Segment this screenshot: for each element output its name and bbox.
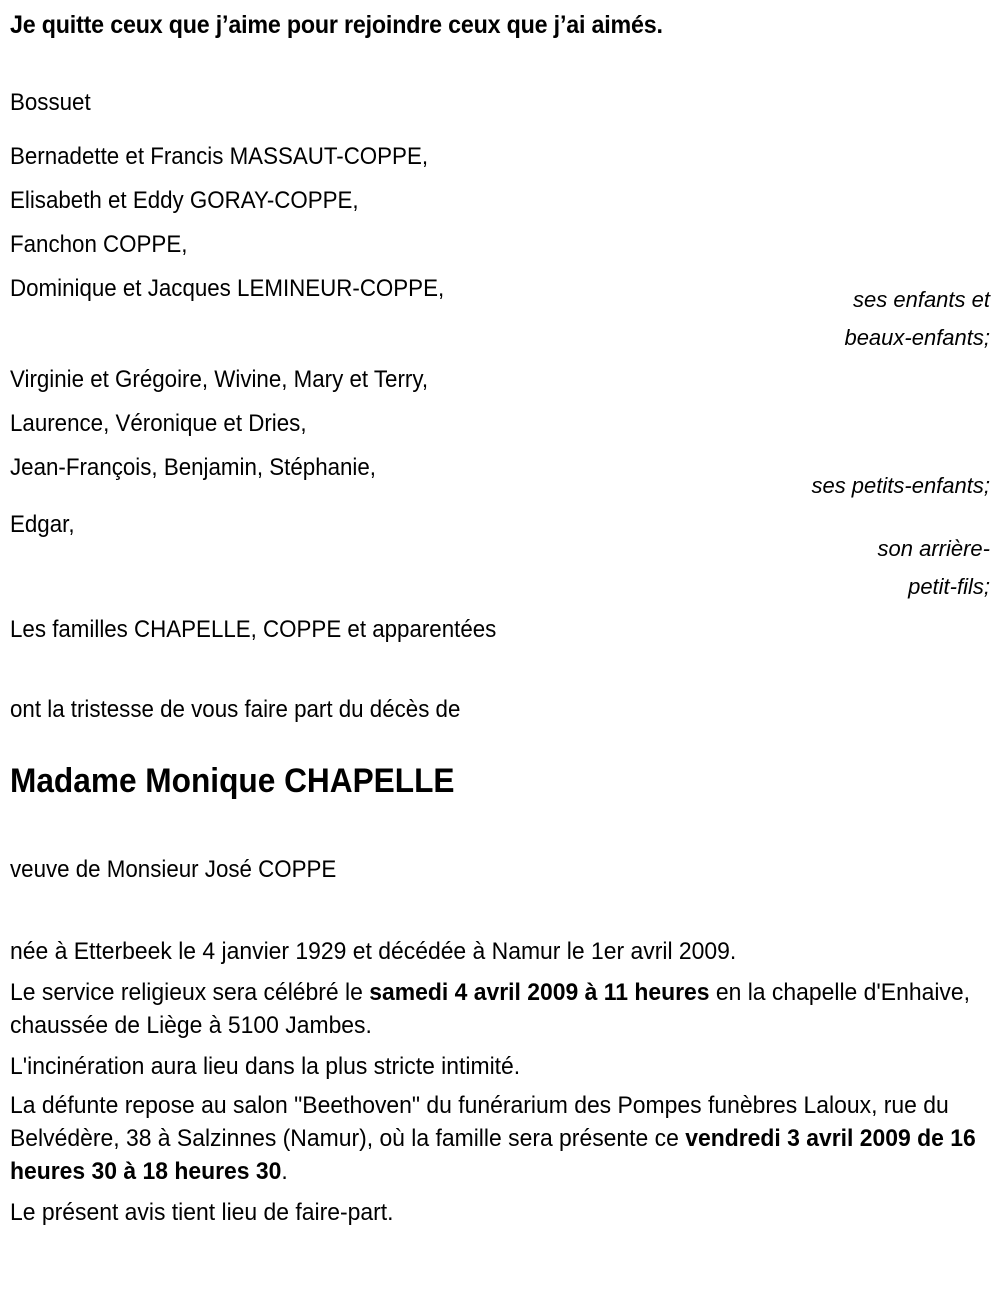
repose-text-before: La défunte repose au salon "Beethoven" du funérarium des Pompes funèbres Laloux, rue du Belvédère, 38 à Salzinnes (Namur), où la famille sera présente ce bbox=[10, 1092, 949, 1152]
grandchildren-annotation bbox=[570, 467, 990, 505]
closing-paragraph: Le présent avis tient lieu de faire-part. bbox=[10, 1199, 394, 1226]
list-item: Jean-François, Benjamin, Stéphanie, bbox=[10, 454, 377, 481]
list-item: Les familles CHAPELLE, COPPE et apparentées bbox=[10, 616, 497, 643]
deceased-name: Madame Monique CHAPELLE bbox=[10, 762, 455, 800]
list-item: Dominique et Jacques LEMINEUR-COPPE, bbox=[10, 275, 445, 302]
cremation-paragraph: L'incinération aura lieu dans la plus stricte intimité. bbox=[10, 1053, 521, 1080]
service-text-after: en la chapelle d'Enhaive, chaussée de Liège à 5100 Jambes. bbox=[10, 979, 970, 1039]
repose-text-after: . bbox=[281, 1158, 288, 1185]
children-annotation bbox=[570, 281, 990, 357]
announcement-intro-text: ont la tristesse de vous faire part du décès de bbox=[10, 696, 461, 723]
grandchildren-list bbox=[10, 358, 459, 490]
list-item: Bernadette et Francis MASSAUT-COPPE, bbox=[10, 143, 429, 170]
list-item: Virginie et Grégoire, Wivine, Mary et Terry, bbox=[10, 366, 429, 393]
service-paragraph bbox=[10, 976, 992, 1042]
annotation-line: beaux-enfants; bbox=[844, 325, 990, 350]
service-datetime: samedi 4 avril 2009 à 11 heures bbox=[369, 979, 710, 1006]
list-item: Edgar, bbox=[10, 511, 75, 538]
annotation-line: ses enfants et bbox=[853, 287, 990, 312]
repose-paragraph bbox=[10, 1089, 992, 1188]
children-list bbox=[10, 135, 477, 311]
repose-datetime: vendredi 3 avril 2009 de 16 heures 30 à 18 heures 30 bbox=[10, 1125, 976, 1185]
quote-author: Bossuet bbox=[10, 89, 91, 116]
birth-death-paragraph: née à Etterbeek le 4 janvier 1929 et décédée à Namur le 1er avril 2009. bbox=[10, 938, 737, 965]
great-grandchild-annotation bbox=[570, 530, 990, 606]
great-grandchild-list bbox=[10, 503, 79, 547]
service-text-before: Le service religieux sera célébré le bbox=[10, 979, 370, 1006]
details-block bbox=[10, 935, 992, 1237]
quote-text: Je quitte ceux que j’aime pour rejoindre ceux que j’ai aimés. bbox=[10, 11, 663, 39]
list-item: Laurence, Véronique et Dries, bbox=[10, 410, 307, 437]
annotation-line: son arrière- bbox=[877, 536, 990, 561]
annotation-line: petit-fils; bbox=[908, 574, 990, 599]
list-item: Fanchon COPPE, bbox=[10, 231, 188, 258]
list-item: Elisabeth et Eddy GORAY-COPPE, bbox=[10, 187, 359, 214]
annotation-line: ses petits-enfants; bbox=[811, 473, 990, 498]
families-list bbox=[10, 608, 533, 652]
announcement-intro bbox=[10, 688, 494, 732]
widow-of-text: veuve de Monsieur José COPPE bbox=[10, 856, 337, 883]
